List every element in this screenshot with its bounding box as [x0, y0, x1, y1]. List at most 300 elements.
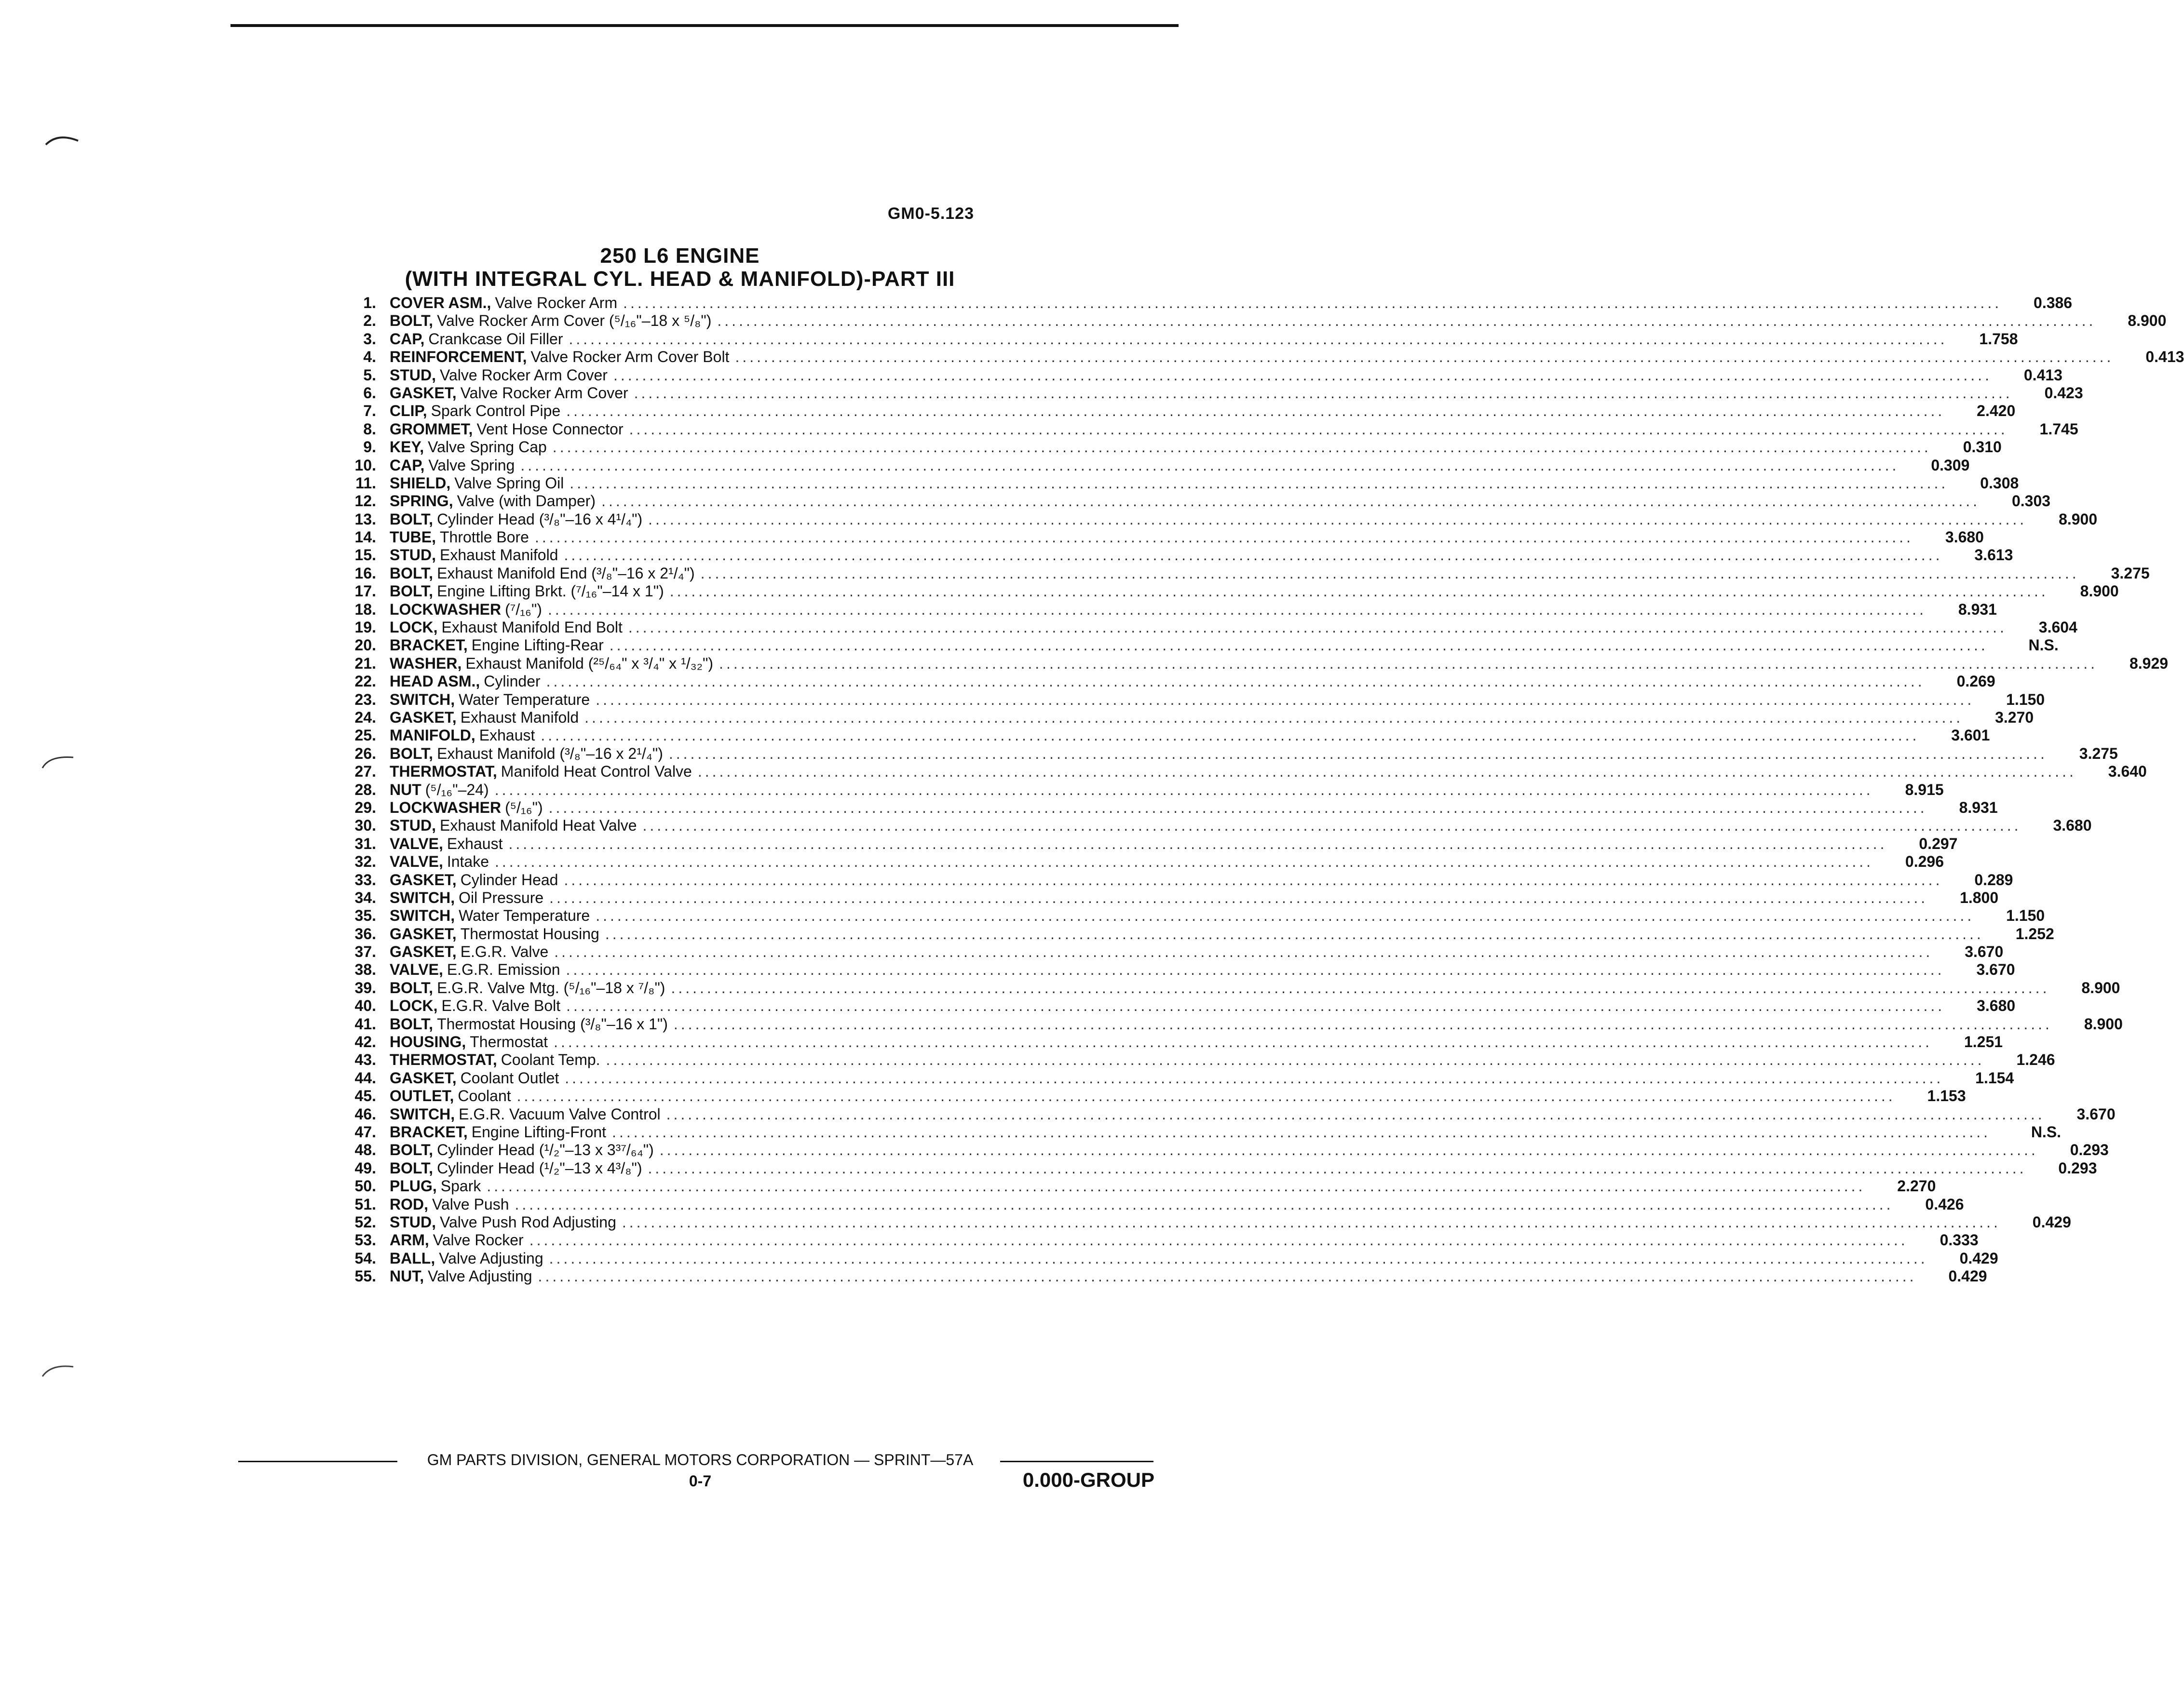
part-description: Spark — [440, 1177, 481, 1195]
part-number-index: 32. — [354, 853, 376, 871]
dot-leader — [622, 1213, 2001, 1231]
part-description: Cylinder Head (³/₈"–16 x 4¹/₄") — [437, 510, 643, 528]
dot-leader — [671, 979, 2049, 997]
part-row — [338, 294, 2073, 312]
part-group-number: 8.929 — [2129, 654, 2169, 672]
part-row — [338, 943, 2004, 961]
part-name: BOLT, — [390, 1159, 434, 1177]
part-description: Valve Spring Oil — [454, 474, 564, 492]
part-name: STUD, — [390, 366, 436, 384]
part-number-index: 43. — [354, 1051, 376, 1069]
dot-leader — [535, 528, 1913, 546]
dot-leader — [564, 546, 1942, 564]
dot-leader — [612, 1123, 1991, 1141]
dot-leader — [601, 492, 1980, 510]
part-group-number: 0.423 — [2044, 384, 2083, 402]
dot-leader — [643, 817, 2021, 835]
part-group-number: 3.670 — [2076, 1105, 2116, 1123]
part-name: GASKET, — [390, 925, 457, 943]
part-group-number: 8.900 — [2128, 312, 2167, 330]
part-name: SWITCH, — [390, 1105, 455, 1123]
part-row — [338, 708, 2034, 727]
dot-leader — [634, 384, 2013, 402]
part-row — [338, 1087, 1966, 1105]
part-number-index: 14. — [354, 528, 376, 546]
part-group-number: 3.670 — [1965, 943, 2004, 961]
part-row — [338, 1069, 2014, 1087]
part-number-index: 36. — [354, 925, 376, 943]
dot-leader — [648, 1159, 2027, 1177]
part-row — [338, 330, 2018, 348]
part-number-index: 6. — [363, 384, 376, 402]
part-row — [338, 312, 2167, 330]
part-description: (⁷/₁₆") — [505, 600, 542, 618]
part-description: Thermostat — [470, 1033, 548, 1051]
dot-leader — [529, 1231, 1908, 1249]
title-line-2: (WITH INTEGRAL CYL. HEAD & MANIFOLD)-PART III — [405, 267, 955, 291]
part-row — [338, 1105, 2116, 1123]
footer-rule-right — [1000, 1461, 1153, 1462]
part-number-index: 37. — [354, 943, 376, 961]
part-description: E.G.R. Valve Bolt — [441, 997, 561, 1015]
part-row — [338, 1267, 1987, 1285]
part-group-number: 3.270 — [1995, 708, 2034, 726]
part-name: THERMOSTAT, — [390, 763, 497, 781]
part-number-index: 24. — [354, 708, 376, 726]
part-number-index: 16. — [354, 564, 376, 582]
part-group-number: 0.426 — [1925, 1195, 1964, 1213]
part-description: Exhaust Manifold — [460, 708, 579, 726]
part-row — [338, 781, 1944, 799]
dot-leader — [538, 1267, 1917, 1285]
dot-leader — [495, 781, 1873, 799]
dot-leader — [548, 601, 1926, 619]
part-description: Oil Pressure — [459, 889, 544, 906]
part-description: Manifold Heat Control Valve — [501, 763, 692, 781]
part-name: REINFORCEMENT, — [390, 348, 527, 366]
part-number-index: 21. — [354, 654, 376, 672]
part-number-index: 55. — [354, 1267, 376, 1285]
part-name: LOCKWASHER — [390, 798, 502, 816]
scan-mark-3 — [39, 1357, 77, 1381]
dot-leader — [629, 420, 2008, 438]
part-row — [338, 889, 1999, 907]
document-code: GM0-5.123 — [887, 204, 974, 223]
part-row — [338, 1051, 2055, 1069]
part-group-number: 0.293 — [2070, 1141, 2109, 1159]
part-number-index: 19. — [354, 619, 376, 636]
part-group-number: 1.153 — [1927, 1087, 1966, 1105]
dot-leader — [554, 943, 1933, 961]
part-row — [338, 817, 2092, 835]
part-row — [338, 979, 2120, 997]
part-group-number: 1.246 — [2016, 1051, 2055, 1069]
dot-leader — [508, 835, 1887, 853]
part-name: BOLT, — [390, 582, 434, 600]
part-row — [338, 1123, 2062, 1141]
part-name: HOUSING, — [390, 1033, 466, 1051]
part-name: ARM, — [390, 1231, 429, 1249]
dot-leader — [606, 1051, 1985, 1069]
dot-leader — [553, 438, 1931, 456]
part-number-index: 17. — [354, 582, 376, 600]
part-description: Crankcase Oil Filler — [428, 330, 563, 348]
part-row — [338, 1249, 1998, 1267]
part-name: VALVE, — [390, 835, 443, 852]
part-number-index: 8. — [363, 420, 376, 438]
dot-leader — [719, 655, 2098, 673]
part-description: Valve Rocker Arm Cover — [440, 366, 608, 384]
part-name: LOCK, — [390, 997, 438, 1015]
part-number-index: 40. — [354, 997, 376, 1015]
part-description: Valve Spring Cap — [428, 438, 547, 456]
part-group-number: 1.154 — [1975, 1069, 2014, 1087]
part-group-number: 3.275 — [2111, 564, 2150, 582]
dot-leader — [549, 799, 1927, 817]
part-description: Water Temperature — [459, 907, 590, 925]
part-row — [338, 1195, 1964, 1213]
part-name: CAP, — [390, 330, 425, 348]
part-description: E.G.R. Vacuum Valve Control — [459, 1105, 661, 1123]
dot-leader — [717, 312, 2096, 330]
part-row — [338, 1177, 1936, 1195]
part-row — [338, 1231, 1979, 1249]
part-row — [338, 546, 2013, 564]
part-number-index: 49. — [354, 1159, 376, 1177]
part-number-index: 28. — [354, 781, 376, 798]
part-group-number: 0.308 — [1980, 474, 2019, 492]
part-row — [338, 348, 2184, 366]
part-number-index: 22. — [354, 673, 376, 690]
part-group-number: 0.333 — [1940, 1231, 1979, 1249]
dot-leader — [660, 1141, 2038, 1159]
part-description: Exhaust Manifold — [440, 546, 558, 564]
part-description: Exhaust — [479, 727, 535, 744]
dot-leader — [570, 474, 1948, 492]
dot-leader — [541, 727, 1919, 744]
part-row — [338, 1213, 2071, 1231]
part-number-index: 39. — [354, 979, 376, 997]
part-group-number: 0.303 — [2011, 492, 2051, 510]
dot-leader — [605, 925, 1984, 943]
part-name: BRACKET, — [390, 1123, 468, 1141]
part-name: ROD, — [390, 1195, 428, 1213]
part-name: SPRING, — [390, 492, 453, 510]
part-description: Water Temperature — [459, 690, 590, 708]
part-number-index: 2. — [363, 312, 376, 330]
dot-leader — [628, 619, 2007, 636]
footer-publisher: GM PARTS DIVISION, GENERAL MOTORS CORPORATION — SPRINT—57A — [427, 1451, 974, 1468]
scan-mark-2 — [39, 750, 77, 774]
part-number-index: 9. — [363, 438, 376, 456]
part-number-index: 54. — [354, 1249, 376, 1267]
part-description: Valve Rocker Arm Cover Bolt — [530, 348, 730, 366]
part-name: PLUG, — [390, 1177, 437, 1195]
part-name: GASKET, — [390, 1069, 457, 1087]
part-row — [338, 925, 2054, 943]
part-description: Valve Rocker — [433, 1231, 524, 1249]
part-name: MANIFOLD, — [390, 727, 475, 744]
part-group-number: N.S. — [2031, 1123, 2062, 1141]
part-description: Coolant — [458, 1087, 511, 1105]
part-name: STUD, — [390, 546, 436, 564]
part-row — [338, 961, 2015, 979]
part-group-number: 0.293 — [2058, 1159, 2097, 1177]
part-name: TUBE, — [390, 528, 436, 546]
part-number-index: 47. — [354, 1123, 376, 1141]
part-number-index: 38. — [354, 961, 376, 979]
parts-list — [338, 294, 2184, 1285]
part-description: (⁵/₁₆"–24) — [425, 781, 489, 798]
part-name: VALVE, — [390, 961, 443, 979]
part-description: Exhaust — [447, 835, 503, 852]
part-row — [338, 564, 2150, 582]
part-name: BOLT, — [390, 979, 434, 997]
part-number-index: 34. — [354, 889, 376, 906]
part-name: SHIELD, — [390, 474, 451, 492]
part-number-index: 52. — [354, 1213, 376, 1231]
part-row — [338, 510, 2098, 528]
part-description: Valve Spring — [428, 456, 515, 474]
part-row — [338, 853, 1944, 871]
part-row — [338, 528, 1984, 546]
part-group-number: 1.150 — [2006, 690, 2045, 708]
part-description: Spark Control Pipe — [431, 402, 561, 420]
part-description: Thermostat Housing (³/₈"–16 x 1") — [437, 1015, 668, 1033]
part-group-number: 3.670 — [1976, 961, 2015, 979]
part-description: Engine Lifting-Rear — [471, 636, 604, 654]
part-description: Valve (with Damper) — [457, 492, 596, 510]
part-name: GASKET, — [390, 708, 457, 726]
part-description: Cylinder — [484, 673, 541, 690]
part-group-number: 0.310 — [1963, 438, 2002, 456]
part-group-number: 0.386 — [2034, 294, 2073, 311]
dot-leader — [554, 1033, 1932, 1051]
part-description: Engine Lifting Brkt. (⁷/₁₆"–14 x 1") — [437, 582, 664, 600]
dot-leader — [564, 871, 1942, 889]
part-description: E.G.R. Valve — [460, 943, 549, 961]
part-name: BOLT, — [390, 312, 434, 330]
part-number-index: 35. — [354, 907, 376, 925]
dot-leader — [565, 1069, 1943, 1087]
part-description: Coolant Outlet — [460, 1069, 559, 1087]
part-row — [338, 474, 2019, 492]
part-row — [338, 438, 2002, 456]
part-description: Exhaust Manifold (²⁵/₆₄" x ³/₄" x ¹/₃₂") — [465, 654, 714, 672]
part-name: COVER ASM., — [390, 294, 491, 311]
dot-leader — [495, 853, 1873, 871]
part-number-index: 23. — [354, 690, 376, 708]
part-number-index: 11. — [355, 474, 376, 492]
part-description: Exhaust Manifold (³/₈"–16 x 2¹/₄") — [437, 744, 663, 762]
dot-leader — [487, 1177, 1865, 1195]
part-row — [338, 835, 1958, 853]
part-name: KEY, — [390, 438, 424, 456]
part-row — [338, 492, 2051, 510]
part-number-index: 33. — [354, 871, 376, 889]
part-name: HEAD ASM., — [390, 673, 480, 690]
part-number-index: 29. — [354, 798, 376, 816]
part-number-index: 18. — [354, 600, 376, 618]
part-group-number: 0.269 — [1956, 673, 1995, 690]
dot-leader — [566, 961, 1945, 979]
part-description: Exhaust Manifold End (³/₈"–16 x 2¹/₄") — [437, 564, 695, 582]
part-group-number: 8.915 — [1905, 781, 1944, 798]
part-group-number: 1.252 — [2015, 925, 2054, 943]
part-description: Exhaust Manifold End Bolt — [441, 619, 623, 636]
dot-leader — [549, 1250, 1928, 1267]
part-row — [338, 1033, 2003, 1051]
part-row — [338, 871, 2013, 889]
part-description: Valve Rocker Arm Cover — [460, 384, 628, 402]
part-number-index: 31. — [354, 835, 376, 852]
part-number-index: 27. — [354, 763, 376, 781]
part-name: BOLT, — [390, 510, 434, 528]
part-name: VALVE, — [390, 853, 443, 871]
part-name: BRACKET, — [390, 636, 468, 654]
dot-leader — [566, 997, 1945, 1015]
part-group-number: 1.800 — [1960, 889, 1999, 906]
part-row — [338, 997, 2016, 1015]
part-row — [338, 402, 2016, 420]
part-number-index: 46. — [354, 1105, 376, 1123]
part-group-number: 2.420 — [1977, 402, 2016, 420]
part-name: STUD, — [390, 1213, 436, 1231]
dot-leader — [546, 673, 1925, 690]
part-number-index: 48. — [354, 1141, 376, 1159]
part-group-number: 0.309 — [1931, 456, 1970, 474]
dot-leader — [515, 1196, 1894, 1213]
part-description: Valve Rocker Arm Cover (⁵/₁₆"–18 x ⁵/₈") — [437, 312, 712, 330]
part-number-index: 13. — [354, 510, 376, 528]
footer-rule-left — [238, 1461, 397, 1462]
dot-leader — [549, 889, 1928, 907]
part-name: OUTLET, — [390, 1087, 454, 1105]
part-group-number: 0.429 — [2032, 1213, 2071, 1231]
part-row — [338, 673, 1995, 690]
part-group-number: 8.900 — [2059, 510, 2098, 528]
part-description: Valve Adjusting — [428, 1267, 532, 1285]
part-description: Throttle Bore — [440, 528, 529, 546]
part-group-number: 0.289 — [1974, 871, 2013, 889]
part-number-index: 42. — [354, 1033, 376, 1051]
part-name: BOLT, — [390, 744, 434, 762]
part-name: SWITCH, — [390, 907, 455, 925]
part-number-index: 7. — [363, 402, 376, 420]
part-row — [338, 456, 1970, 474]
dot-leader — [596, 907, 1974, 925]
part-number-index: 3. — [363, 330, 376, 348]
part-group-number: 3.613 — [1974, 546, 2013, 564]
part-description: Engine Lifting-Front — [471, 1123, 607, 1141]
part-group-number: 8.900 — [2080, 582, 2119, 600]
part-description: Valve Push — [432, 1195, 509, 1213]
part-number-index: 20. — [354, 636, 376, 654]
title-line-1: 250 L6 ENGINE — [600, 244, 760, 268]
part-row — [338, 1141, 2109, 1159]
part-number-index: 10. — [354, 456, 376, 474]
part-group-number: 0.429 — [1948, 1267, 1987, 1285]
part-number-index: 15. — [354, 546, 376, 564]
part-name: NUT, — [390, 1267, 424, 1285]
dot-leader — [623, 294, 2002, 312]
part-row — [338, 619, 2077, 636]
part-group-number: 8.900 — [2084, 1015, 2123, 1033]
part-description: Thermostat Housing — [460, 925, 599, 943]
part-description: Exhaust Manifold Heat Valve — [440, 817, 637, 835]
dot-leader — [670, 582, 2048, 600]
dot-leader — [666, 1105, 2045, 1123]
part-group-number: 3.680 — [1945, 528, 1984, 546]
part-name: SWITCH, — [390, 889, 455, 906]
part-group-number: 0.296 — [1905, 853, 1944, 871]
part-number-index: 51. — [354, 1195, 376, 1213]
part-group-number: N.S. — [2028, 636, 2059, 654]
part-description: E.G.R. Valve Mtg. (⁵/₁₆"–18 x ⁷/₈") — [437, 979, 665, 997]
part-name: BOLT, — [390, 564, 434, 582]
part-group-number: 0.413 — [2145, 348, 2184, 366]
part-group-number: 3.680 — [2053, 817, 2092, 835]
part-group-number: 0.297 — [1919, 835, 1958, 852]
part-row — [338, 420, 2078, 438]
part-number-index: 25. — [354, 727, 376, 744]
part-group-number: 3.601 — [1951, 727, 1990, 744]
dot-leader — [569, 330, 1948, 348]
part-name: BOLT, — [390, 1141, 434, 1159]
part-group-number: 0.429 — [1959, 1249, 1998, 1267]
dot-leader — [613, 366, 1992, 384]
part-name: THERMOSTAT, — [390, 1051, 497, 1069]
part-number-index: 5. — [363, 366, 376, 384]
top-rule — [231, 24, 1179, 27]
part-name: GROMMET, — [390, 420, 473, 438]
part-description: Intake — [447, 853, 489, 871]
part-description: (⁵/₁₆") — [505, 798, 543, 816]
dot-leader — [669, 745, 2048, 763]
part-group-number: 8.931 — [1959, 798, 1998, 816]
dot-leader — [648, 511, 2027, 528]
dot-leader — [735, 348, 2114, 366]
part-number-index: 12. — [354, 492, 376, 510]
part-description: Vent Hose Connector — [476, 420, 624, 438]
part-row — [338, 763, 2147, 781]
part-name: GASKET, — [390, 943, 457, 961]
group-label: 0.000-GROUP — [1022, 1468, 1154, 1491]
part-description: Cylinder Head — [460, 871, 558, 889]
part-group-number: 3.640 — [2108, 763, 2147, 781]
part-name: SWITCH, — [390, 690, 455, 708]
page-number: 0-7 — [689, 1472, 712, 1490]
part-name: CAP, — [390, 456, 425, 474]
part-name: GASKET, — [390, 871, 457, 889]
part-description: Cylinder Head (¹/₂"–13 x 4³/₈") — [437, 1159, 642, 1177]
dot-leader — [698, 763, 2076, 781]
part-number-index: 53. — [354, 1231, 376, 1249]
part-name: BOLT, — [390, 1015, 434, 1033]
dot-leader — [520, 457, 1899, 474]
part-description: Valve Rocker Arm — [495, 294, 618, 311]
part-group-number: 3.604 — [2038, 619, 2077, 636]
part-row — [338, 744, 2118, 763]
part-row — [338, 366, 2062, 384]
dot-leader — [610, 636, 1988, 654]
part-row — [338, 1159, 2097, 1177]
part-group-number: 2.270 — [1897, 1177, 1936, 1195]
part-group-number: 8.900 — [2081, 979, 2120, 997]
part-row — [338, 1015, 2123, 1033]
part-row — [338, 654, 2169, 673]
part-group-number: 8.931 — [1958, 600, 1997, 618]
